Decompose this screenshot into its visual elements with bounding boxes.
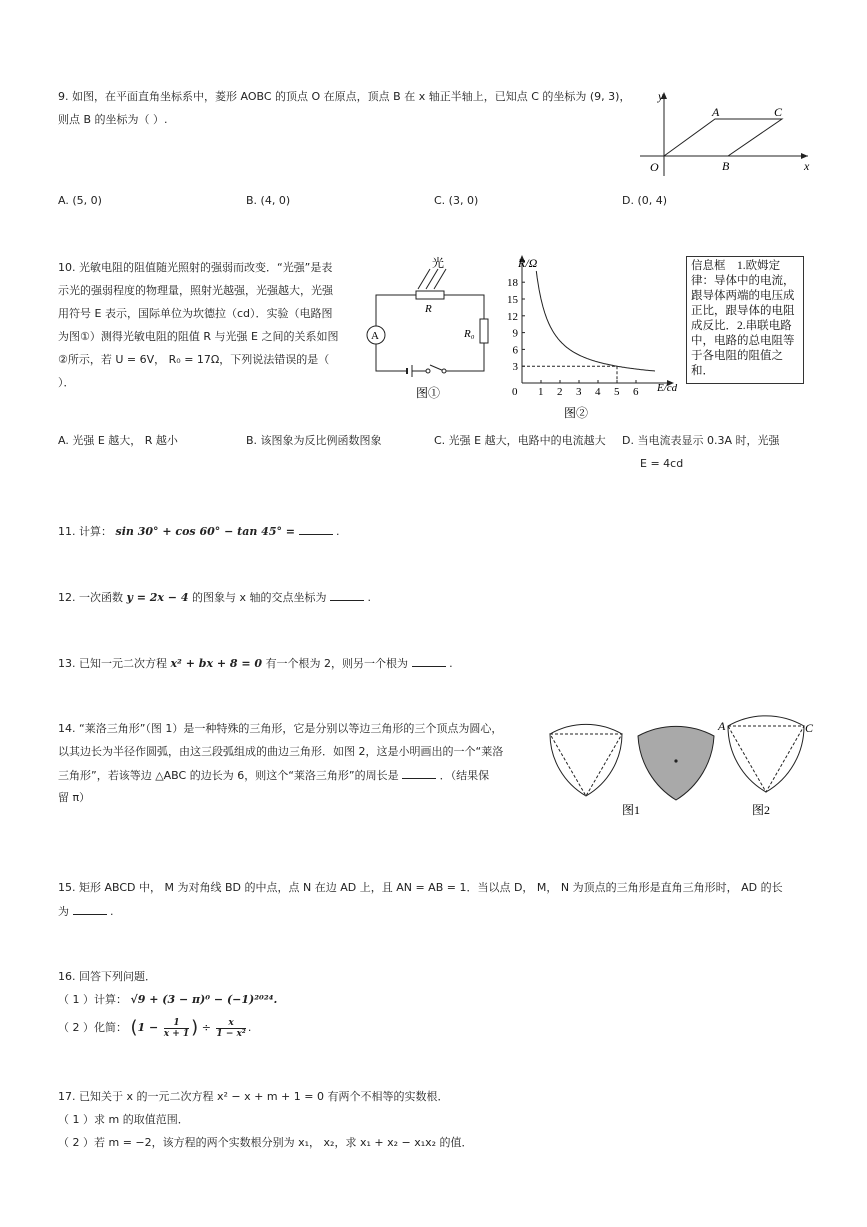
q14-line4: 留 π） xyxy=(58,791,91,804)
q12-text2: 的图象与 x 轴的交点坐标为 xyxy=(192,591,327,604)
q12-text: 12. 一次函数 xyxy=(58,591,123,604)
q9-option-c[interactable]: C. (3, 0) xyxy=(434,194,479,207)
q10-stem-line2: 示光的强弱程度的物理量，照射光越强，光强越大，光强 xyxy=(58,284,333,297)
q14-label-C: C xyxy=(805,721,814,735)
graph-xtick-label: 6 xyxy=(633,386,639,398)
q9-option-b[interactable]: B. (4, 0) xyxy=(246,194,291,207)
graph-ytick-label: 3 xyxy=(512,361,518,374)
circuit-light-label: 光 xyxy=(432,256,445,270)
q14-answer-blank[interactable] xyxy=(402,767,436,779)
q13-text2: 有一个根为 2，则另一个根为 xyxy=(265,657,409,670)
q14-label-A: A xyxy=(718,719,726,733)
q11-line xyxy=(58,523,340,540)
q10-stem-line3: 用符号 E 表示，国际单位为坎德拉（cd）．实验（电路图 xyxy=(58,307,333,320)
q17-part2: （ 2 ）若 m = −2，该方程的两个实数根分别为 x₁， x₂，求 x₁ + x₂ − x₁x₂ 的值． xyxy=(58,1136,473,1149)
q10-stem-line5: ②所示，若 U = 6V， R₀ = 17Ω，下列说法错误的是（ xyxy=(58,353,330,366)
q9-label-y: y xyxy=(658,89,664,103)
graph-xtick-label: 3 xyxy=(576,386,582,398)
q10-circuit-diagram xyxy=(360,255,500,405)
q16-frac2-den: 1 − x² xyxy=(216,1028,246,1039)
q14-line3-end: ．（结果保 xyxy=(439,769,490,782)
graph-ytick-label: 9 xyxy=(512,327,518,340)
q11-end: . xyxy=(336,525,340,538)
q11-math: sin 30° + cos 60° − tan 45° = xyxy=(115,525,296,538)
q9-stem-line1: 9. 如图，在平面直角坐标系中，菱形 AOBC 的顶点 O 在原点，顶点 B 在 x 轴正半轴上，已知点 C 的坐标为 (9, 3)， xyxy=(58,90,631,103)
q15-line1: 15. 矩形 ABCD 中， M 为对角线 BD 的中点，点 N 在边 AD 上，且 AN = AB = 1．当以点 D， M， N 为顶点的三角形是直角三角形时， AD 的长 xyxy=(58,881,783,894)
q9-option-d[interactable]: D. (0, 4) xyxy=(622,194,668,207)
graph-caption: 图② xyxy=(564,406,589,420)
q13-math: x² + bx + 8 = 0 xyxy=(170,657,263,670)
q12-line xyxy=(58,589,371,606)
reuleaux-fig1-filled xyxy=(638,726,714,800)
graph-ytick-label: 18 xyxy=(507,277,518,290)
q12-answer-blank[interactable] xyxy=(330,589,364,601)
q14-line2: 以其边长为半径作圆弧，由这三段弧组成的曲边三角形．如图 2，这是小明画出的一个“莱洛 xyxy=(58,745,504,758)
q12-math: y = 2x − 4 xyxy=(126,591,189,604)
q16-frac2-num: x xyxy=(216,1018,245,1029)
q16-part1-label: （ 1 ）计算： xyxy=(58,993,127,1006)
q13-answer-blank[interactable] xyxy=(412,655,446,667)
q16-part2: （ 2 ）化简： (1 − $\frac{1}{x + 1}$ ) ÷ $\frac{x}{\text{1 − x²}}$ . xyxy=(58,1017,252,1039)
q10-stem-line4: 为图①）测得光敏电阻的阻值 R 与光强 E 之间的关系如图 xyxy=(58,330,339,343)
q10-option-d-line2: E = 4cd xyxy=(640,457,684,470)
graph-ytick-label: 6 xyxy=(512,344,518,357)
q9-stem-line2: 则点 B 的坐标为（ ）. xyxy=(58,113,168,126)
q10-stem-line6: ）． xyxy=(58,376,75,389)
graph-xtick-label: 0 xyxy=(512,386,518,398)
q9-option-a[interactable]: A. (5, 0) xyxy=(58,194,102,207)
q16-frac1-num: 1 xyxy=(164,1018,189,1029)
q15-answer-blank[interactable] xyxy=(73,903,107,915)
q9-label-B: B xyxy=(722,159,730,173)
circuit-R-label: R xyxy=(425,303,432,315)
circuit-R0-label: R₀ xyxy=(464,328,475,340)
resistor-R xyxy=(416,291,444,299)
graph-ytick-label: 15 xyxy=(507,294,518,306)
q10-option-a[interactable]: A. 光强 E 越大， R 越小 xyxy=(58,434,178,447)
q13-line xyxy=(58,655,453,672)
q10-stem-line1: 10. 光敏电阻的阻值随光照射的强弱而改变．“光强”是表 xyxy=(58,261,333,274)
resistor-R0 xyxy=(480,319,488,343)
q15-line2-text: 为 xyxy=(58,905,69,918)
q14-reuleaux-figures xyxy=(540,712,820,822)
q16-part2-label: （ 2 ）化简： xyxy=(58,1021,127,1034)
q9-label-A: A xyxy=(712,105,720,119)
reuleaux-fig1-outline xyxy=(550,724,622,796)
q16-part1-math: √9 + (3 − π)⁰ − (−1)²⁰²⁴. xyxy=(130,993,278,1006)
q10-option-d[interactable]: D. 当电流表显示 0.3A 时，光强 xyxy=(622,434,780,447)
q9-label-C: C xyxy=(774,105,783,119)
graph-xtick-label: 5 xyxy=(614,386,620,398)
q17-part1: （ 1 ）求 m 的取值范围． xyxy=(58,1113,189,1126)
q16-title: 16. 回答下列问题． xyxy=(58,970,156,983)
q11-text: 11. 计算： xyxy=(58,525,112,538)
q15-line2-end: . xyxy=(110,905,114,918)
q9-label-x: x xyxy=(804,159,810,173)
q14-fig1-caption: 图1 xyxy=(622,803,641,817)
q11-answer-blank[interactable] xyxy=(299,523,333,535)
reuleaux-fig2 xyxy=(728,716,804,792)
graph-ylabel: R/Ω xyxy=(518,256,538,270)
graph-xtick-label: 4 xyxy=(595,386,601,398)
q9-figure xyxy=(640,88,820,178)
q13-text: 13. 已知一元二次方程 xyxy=(58,657,167,670)
graph-ytick-label: 12 xyxy=(507,310,518,323)
q14-line3-text: 三角形”，若该等边 △ABC 的边长为 6，则这个“莱洛三角形”的周长是 xyxy=(58,769,399,782)
q14-line1: 14. “莱洛三角形”（图 1）是一种特殊的三角形，它是分别以等边三角形的三个顶点为圆心， xyxy=(58,722,503,735)
q10-option-c[interactable]: C. 光强 E 越大，电路中的电流越大 xyxy=(434,434,606,447)
graph-xlabel: E/cd xyxy=(657,382,678,394)
q16-frac1-den: x + 1 xyxy=(163,1028,190,1039)
q13-end: . xyxy=(449,657,453,670)
q12-end: . xyxy=(367,591,372,604)
graph-curve xyxy=(536,271,655,371)
ammeter-label: A xyxy=(371,330,379,342)
graph-xtick-label: 1 xyxy=(538,386,544,398)
q14-fig2-caption: 图2 xyxy=(752,803,771,817)
graph-xtick-label: 2 xyxy=(557,386,563,398)
q10-info-box: 信息框 1.欧姆定律：导体中的电流，跟导体两端的电压成正比，跟导体的电阻成反比．2.串联电路中，电路的总电阻等于各电阻的阻值之和． xyxy=(686,256,804,384)
q9-label-O: O xyxy=(650,160,659,174)
q10-option-b[interactable]: B. 该图象为反比例函数图象 xyxy=(246,434,382,447)
q15-line2 xyxy=(58,903,114,920)
q17-title: 17. 已知关于 x 的一元二次方程 x² − x + m + 1 = 0 有两个不相等的实数根． xyxy=(58,1090,449,1103)
circuit-caption: 图① xyxy=(416,386,441,400)
q10-resistance-graph xyxy=(500,250,685,425)
q16-part1 xyxy=(58,992,277,1008)
q14-line3 xyxy=(58,767,489,784)
